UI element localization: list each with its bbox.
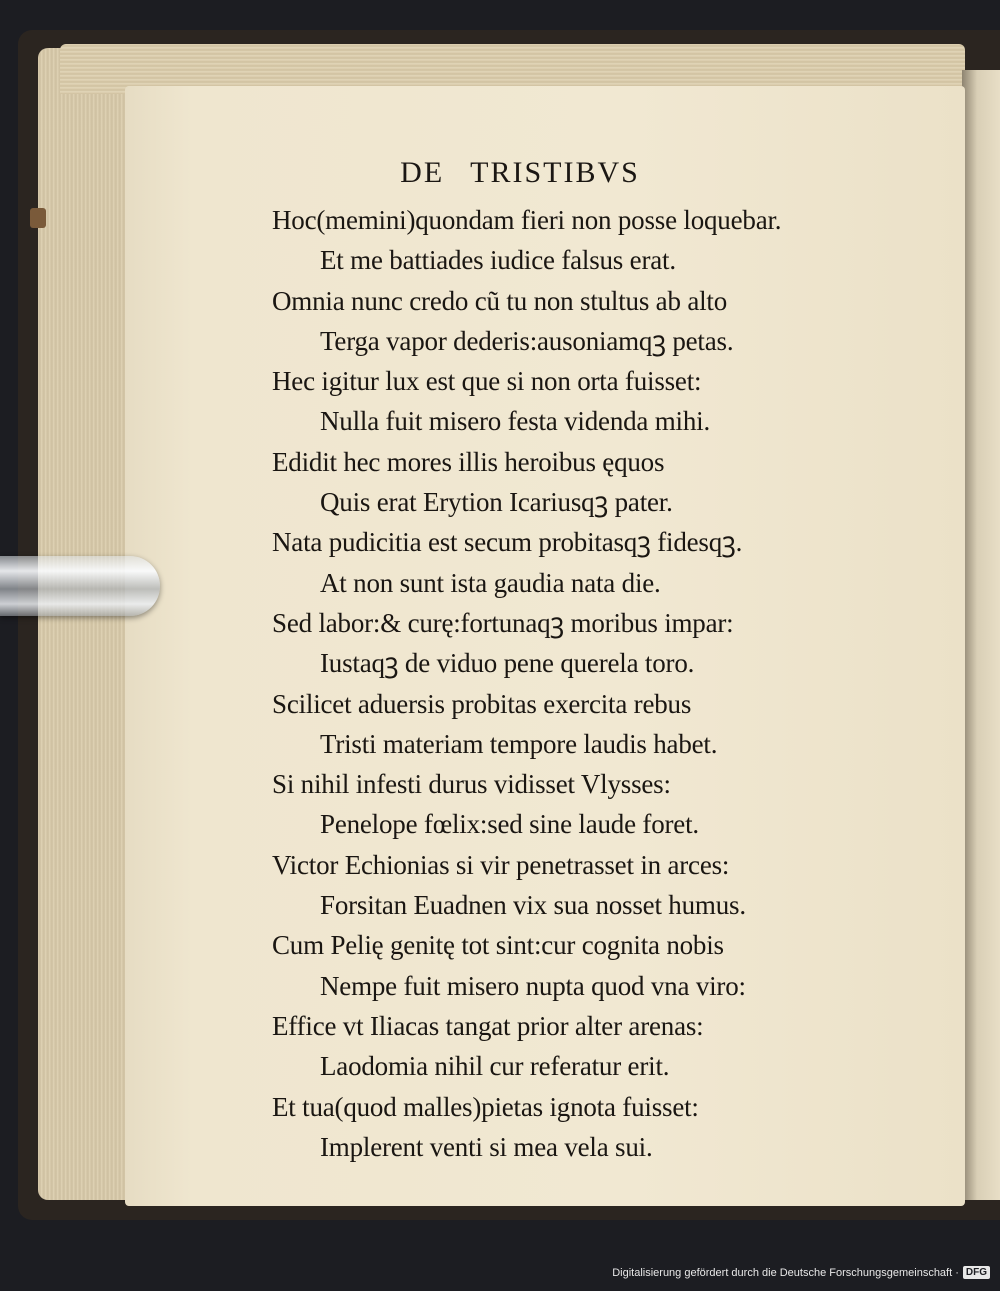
- glass-page-holder: [0, 556, 160, 616]
- heading-left: DE: [400, 156, 445, 189]
- verse-line: Effice vt Iliacas tangat prior alter arenas:: [272, 1010, 704, 1041]
- verse-line: Nata pudicitia est secum probitasqꝫ fidesqꝫ.: [272, 527, 743, 558]
- verse-line: At non sunt ista gaudia nata die.: [320, 567, 661, 598]
- verse-line: Victor Echionias si vir penetrasset in arces:: [272, 849, 730, 880]
- digitization-credit: [612, 1266, 990, 1279]
- verse-line: Edidit hec mores illis heroibus ęquos: [272, 446, 665, 477]
- verse-line: Terga vapor dederis:ausoniamqꝫ petas.: [320, 325, 734, 356]
- verse-line: Sed labor:& curę:fortunaqꝫ moribus impar:: [272, 607, 734, 638]
- verse-block: [272, 200, 912, 1167]
- verse-line: Hec igitur lux est que si non orta fuisset:: [272, 366, 702, 397]
- verse-line: Penelope fœlix:sed sine laude foret.: [320, 809, 699, 840]
- page-heading: [0, 156, 1000, 190]
- verse-line: Tristi materiam tempore laudis habet.: [320, 728, 718, 759]
- verse-line: Nempe fuit misero nupta quod vna viro:: [320, 970, 746, 1001]
- verse-line: Iustaqꝫ de viduo pene querela toro.: [320, 648, 695, 679]
- verse-line: Forsitan Euadnen vix sua nosset humus.: [320, 890, 746, 921]
- facing-page-edge: [962, 70, 1000, 1200]
- verse-line: Si nihil infesti durus vidisset Vlysses:: [272, 769, 671, 800]
- verse-line: Cum Pelię genitę tot sint:cur cognita nobis: [272, 930, 724, 961]
- verse-line: Implerent venti si mea vela sui.: [320, 1131, 653, 1162]
- verse-line: Nulla fuit misero festa videnda mihi.: [320, 406, 711, 437]
- bookmark-clip: [30, 208, 46, 228]
- dfg-logo: DFG: [963, 1266, 990, 1279]
- heading-right: TRISTIBVS: [470, 156, 640, 189]
- verse-line: Scilicet aduersis probitas exercita rebus: [272, 688, 692, 719]
- verse-line: Quis erat Erytion Icariusqꝫ pater.: [320, 487, 673, 518]
- verse-line: Laodomia nihil cur referatur erit.: [320, 1051, 670, 1082]
- credit-text: Digitalisierung gefördert durch die Deutsche Forschungsgemeinschaft ·: [612, 1266, 959, 1279]
- verse-line: Omnia nunc credo cũ tu non stultus ab alto: [272, 285, 728, 316]
- page-edges: [38, 48, 133, 1200]
- verse-line: Et tua(quod malles)pietas ignota fuisset:: [272, 1091, 699, 1122]
- verse-line: Hoc(memini)quondam fieri non posse loquebar.: [272, 205, 782, 235]
- verse-line: Et me battiades iudice falsus erat.: [320, 245, 676, 276]
